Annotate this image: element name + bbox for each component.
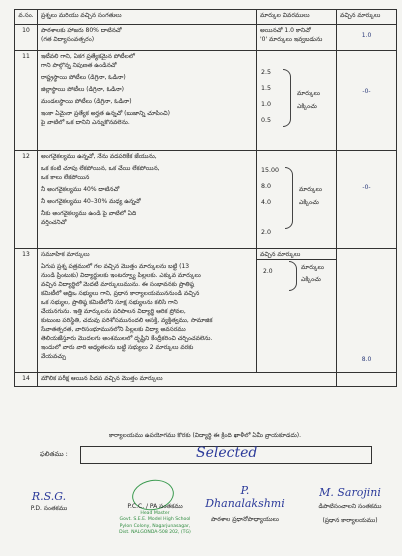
- row-number: 10: [15, 25, 38, 51]
- question-line: ఇందులో వారు వారి అధ్యతలను బట్టి సభ్యులు 2 మార్కులు వరకు: [41, 344, 194, 351]
- row-number: 14: [15, 373, 38, 387]
- stamp-line: Govt. S.E.E. Model High School: [119, 517, 191, 522]
- score-option: 1.5: [261, 85, 272, 92]
- score-option: 15.00: [261, 167, 280, 174]
- question-line: ఇంకా ఏమైనా ప్రత్యేక అర్హత ఉన్నచో (బుజాన్ని చూపించి): [41, 110, 170, 117]
- row-number: 13: [15, 249, 38, 373]
- scheme-label: [301, 263, 324, 284]
- question-line: ఏగుప ప్రశ్న పత్రములో గల వచ్చిన మొత్తం మార్కులను బట్టి (13: [41, 263, 190, 270]
- row-question: [38, 151, 257, 249]
- row-number: 12: [15, 151, 38, 249]
- question-line: పాఠశాలకు హాజరు 80% దాటినచో: [41, 27, 122, 34]
- question-line: ఇటీవలి గాని, ఏకగ ప్రత్యేకమైన పోటీలలో: [41, 53, 135, 60]
- row-scheme: [257, 51, 337, 151]
- stamp-text: [110, 504, 200, 537]
- col-scheme-header: మార్కుల వివరములు: [257, 10, 337, 25]
- score-option: 2.0: [263, 268, 273, 275]
- signature-role: పాఠశాల ప్రధానోపాధ్యాయులు: [211, 516, 279, 523]
- score-option: 8.0: [261, 183, 272, 190]
- signature-role: P.C.C. / PA సంతకము: [127, 503, 183, 510]
- school-stamp: [110, 480, 200, 546]
- signature-script: P. Dhanalakshmi: [205, 484, 285, 510]
- scheme-line: '0' మార్కులు ఇవ్వబడును: [260, 36, 323, 43]
- awarded-mark: -0-: [337, 51, 397, 151]
- question-line: నీ అంగవైకల్యము 40–30% మధ్య ఉన్నచో: [41, 198, 141, 205]
- question-line: పై వాటిలో ఒక దానిని ఎన్నుకొనవలెను.: [41, 119, 130, 126]
- signature-script: M. Sarojini: [319, 486, 381, 499]
- signature-role: (ప్రధాన కార్యాలయము): [322, 517, 378, 524]
- scheme-label-line: మార్కులు: [301, 264, 324, 271]
- result-value: Selected: [196, 445, 258, 461]
- row-question: [38, 249, 257, 373]
- question-line: నీకు అంగవైకల్యము ఉండి పై వాటిలో ఏది: [41, 210, 137, 217]
- table-header-row: [15, 10, 397, 25]
- score-list: [261, 163, 279, 241]
- question-line: తెలియజేస్తూరు మొదలగు అంశములలో దృష్టిని కేంద్రీకరించి చర్చించవలెను.: [41, 335, 213, 342]
- table-row: [15, 25, 397, 51]
- awarded-mark: 1.0: [337, 25, 397, 51]
- question-line: నుండి ప్రింటుకు) విద్యార్థులకు ఇంటర్వ్యూ పిల్లలకు. ఎక్కువ మార్కులు: [41, 272, 201, 279]
- awarded-mark: [337, 373, 397, 387]
- result-box: [80, 446, 372, 464]
- col-awarded-header: వచ్చిన మార్కులు: [337, 10, 397, 25]
- table-row: [15, 151, 397, 249]
- question-line: కుటుంబ పరిస్థితి, చదువు పరిశోసమునందలి ఆసక్తి, వ్యక్తిత్వము, సామాజిక: [41, 317, 213, 324]
- scheme-label-line: ఎక్కించు: [299, 199, 319, 206]
- signature-role: డిపాటిసంచాలని సంతకము: [318, 503, 382, 510]
- stamp-line: Head Master: [140, 510, 170, 516]
- question-line: నీ అంగవైకల్యము 40% దాటినచో: [41, 186, 120, 193]
- score-option: 2.5: [261, 69, 272, 76]
- stamp-line: Dist. NALGONDA-508 202, (TG): [119, 530, 191, 535]
- question-line: ఒక కాలు లేకపోయిన: [41, 174, 90, 181]
- question-heading: సమూహిక మార్కులు: [41, 251, 90, 258]
- col-num-header: వ.సం.: [15, 10, 38, 25]
- row-question: [38, 25, 257, 51]
- row-scheme: [257, 151, 337, 249]
- score-option: 0.5: [261, 117, 272, 124]
- row-scheme: [257, 249, 337, 373]
- table-row: [15, 249, 397, 373]
- scheme-line: అయినచో 1.0 కానిచో: [260, 27, 311, 34]
- question-line: మండలస్థాయి పోటీలు (డిగ్రినా, ఓడినా): [41, 98, 132, 105]
- question-line: గాని పాల్గొన్న నిపుణత ఉండినచో: [41, 62, 117, 69]
- score-list: [261, 65, 271, 129]
- question-line: మౌలిక పరీక్ష ఆయిన పిదప వచ్చిన మొత్తం మార్కులు: [41, 375, 163, 382]
- brace-icon: [289, 261, 297, 291]
- score-option: 1.0: [261, 101, 272, 108]
- signature-headmaster: [200, 484, 290, 524]
- scheme-label-line: మార్కులు: [297, 90, 320, 97]
- score-option: 2.0: [261, 229, 272, 236]
- question-line: రాష్ట్రస్థాయి పోటీలు (డిగ్రినా, ఓడినా): [41, 74, 126, 81]
- row-scheme: [257, 25, 337, 51]
- table-row: [15, 373, 397, 387]
- awarded-mark: -0-: [337, 151, 397, 249]
- question-line: జిల్లాస్థాయి పోటీలు (డిగ్రినా, ఓడినా): [41, 86, 124, 93]
- awarded-mark: 8.0: [337, 249, 397, 373]
- question-line: వర్తించనిచో: [41, 219, 67, 226]
- question-line: (గత విద్యాసంవత్సరం): [41, 36, 95, 43]
- question-line: ఒక కంటి చూపు లేకపోయిన, ఒక చేయి లేకపోయిన,: [41, 165, 160, 172]
- scheme-label-line: ఎక్కించు: [297, 103, 317, 110]
- brace-icon: [285, 167, 293, 229]
- result-label: ఫలితము :: [40, 450, 68, 458]
- scheme-label: [297, 89, 320, 111]
- scheme-label: [299, 185, 322, 207]
- signature-role: P.D. సంతకము: [30, 505, 68, 512]
- question-line: కమిటీలో అధ్రిఒ సభ్యులు గాని, ప్రధాన కార్యాలయముననుండి వచ్చిన: [41, 290, 200, 297]
- scheme-heading: వచ్చిన మార్కులు: [257, 250, 336, 260]
- signature-district: [304, 486, 396, 525]
- row-question: [38, 51, 257, 151]
- row-number: 11: [15, 51, 38, 151]
- row-question: [38, 373, 337, 387]
- scheme-label-line: మార్కులు: [299, 186, 322, 193]
- scheme-label-line: ఎక్కించు: [301, 276, 321, 283]
- brace-icon: [283, 69, 291, 127]
- question-line: సేవాతత్పరత, వారిసంభూమునలోని పిల్లలకు విద్యా అవసరము: [41, 326, 186, 333]
- marks-table: [14, 9, 397, 387]
- question-line: వేయవచ్చు: [41, 353, 67, 360]
- stamp-line: Pylon Colony, Nagarjunasagar,: [119, 523, 191, 529]
- result-row: [40, 446, 390, 464]
- table-row: [15, 51, 397, 151]
- office-use-note: కార్యాలయము ఉపయోగము కొరకు (విద్యార్థి ఈ క్రింది ఖాళీలో ఏమీ వ్రాయకూడదు).: [108, 432, 302, 439]
- signature-script: R.S.G.: [31, 490, 67, 503]
- question-line: అంగవైకల్యము ఉన్నచో, నేను వదపరికేక జేయును,: [41, 153, 157, 160]
- question-line: వచ్చిన విద్యార్థిలో మెదటి మార్కులుమును. ఈ సంభావనకు ప్రాతిష్ఠ: [41, 281, 195, 288]
- question-line: చేయనగును. ఇత్తి మార్కులను పరిపాలన విద్యార్థి ఆరిక ప్రోవల,: [41, 308, 186, 315]
- score-option: 4.0: [261, 199, 272, 206]
- question-line: ఒక సభ్యుల, ప్రాతిష్ఠ కమిటీలోని సూక్ష సభ్యులను కలిసి గాని: [41, 299, 178, 306]
- signature-pd: [24, 490, 74, 513]
- col-question-header: ప్రశ్నలు మరియు వచ్చిన సంగతులు: [38, 10, 257, 25]
